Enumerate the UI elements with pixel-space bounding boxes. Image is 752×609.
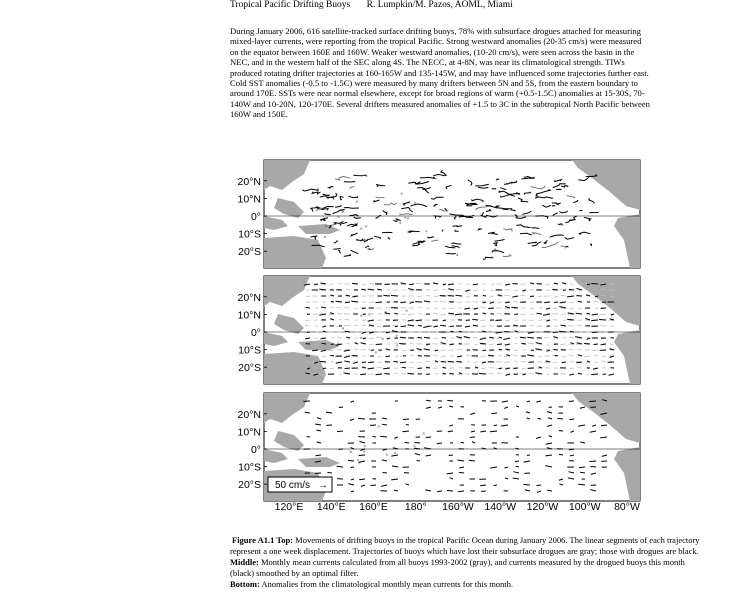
current-vector xyxy=(391,295,398,296)
current-vector xyxy=(587,313,590,314)
current-vector xyxy=(359,479,365,480)
island xyxy=(331,462,333,464)
lon-label: 160°E xyxy=(359,501,388,513)
current-vector xyxy=(376,344,382,345)
current-vector xyxy=(407,373,414,374)
island xyxy=(350,451,352,453)
current-vector xyxy=(489,337,494,338)
drifter-trajectory xyxy=(446,253,456,254)
current-vector xyxy=(569,419,574,420)
island xyxy=(386,454,388,456)
current-vector xyxy=(415,442,421,443)
island xyxy=(407,217,409,219)
island xyxy=(404,217,406,219)
body-paragraph: During January 2006, 616 satellite-tracked surface drifting buoys, 78% with subsurface drogues attached for measuring mixed-layer currents, were reporting from the tropical Pacific. Strong westward anomalies (20-35 cm/s) were measured on the equator between 160E and 160W. Weaker westward anomalies, (10-20 cm/s), were seen across the basin in the NEC, and in the western half of the SEC along 4S. The NECC, at 4-8N, was near its climatological strength. TIWs produced rotating drifter trajectories at 160-165W and 135-145W, and may have influenced some trajectories further east. Cold SST anomalies (-0.5 to -1.5C) were measured by many drifters between 5N and 5S, from the eastern boundary to around 170E. SSTs were near normal elsewhere, except for broad regions of warm (+0.5-1.5C) anomalies at 15-30S, 70-140W and 10-20N, 120-170E. Several drifters measured anomalies of +1.5 to 3C in the subtropical North Pacific between 160W and 150E. xyxy=(230,26,650,120)
island xyxy=(423,432,425,434)
lat-label: 10°S xyxy=(238,461,261,474)
island xyxy=(360,315,362,317)
current-vector xyxy=(416,320,422,321)
caption-bottom-lead: Bottom: xyxy=(230,579,260,589)
drifter-trajectory xyxy=(453,226,463,227)
current-vector xyxy=(447,400,453,401)
current-vector xyxy=(458,491,464,492)
lat-label: 0° xyxy=(250,444,261,456)
current-vector xyxy=(459,472,464,473)
current-vector xyxy=(523,484,530,485)
caption-top xyxy=(230,535,710,556)
lat-label: 20°N xyxy=(237,291,261,304)
legend-label: 50 cm/s xyxy=(275,480,311,491)
current-vector xyxy=(555,355,558,356)
lon-label: 160°W xyxy=(442,501,474,513)
current-vector xyxy=(395,326,398,327)
current-vector xyxy=(449,373,454,374)
current-vector xyxy=(306,307,310,308)
climatology-vector xyxy=(306,349,310,350)
current-vector xyxy=(557,418,563,419)
lon-label: 100°W xyxy=(568,501,601,513)
map-panel xyxy=(238,160,640,268)
current-vector xyxy=(483,295,486,296)
island xyxy=(378,425,380,427)
lat-label: 0° xyxy=(250,211,261,223)
climatology-vector xyxy=(497,373,502,374)
current-vector xyxy=(559,454,563,455)
current-vector xyxy=(437,443,442,444)
climatology-vector xyxy=(563,320,566,321)
island xyxy=(394,452,396,454)
climatology-vector xyxy=(601,295,606,296)
climatology-vector xyxy=(402,314,406,315)
current-vector xyxy=(469,460,475,461)
lon-label: 120°W xyxy=(526,501,559,513)
current-vector xyxy=(440,325,446,326)
island xyxy=(356,201,358,203)
island xyxy=(413,445,415,447)
current-vector xyxy=(587,284,590,285)
current-vector xyxy=(424,337,430,338)
caption-top-lead: Figure A1.1 Top: xyxy=(232,535,294,545)
drifter-trajectory xyxy=(516,192,517,194)
current-vector xyxy=(359,455,365,456)
caption-bottom xyxy=(230,579,710,590)
island xyxy=(399,213,401,215)
island xyxy=(375,351,377,353)
caption-bottom-text: Anomalies from the climatological monthly mean currents for this month. xyxy=(259,579,514,589)
island xyxy=(364,445,366,447)
lat-label: 10°N xyxy=(237,426,261,439)
current-vector xyxy=(382,424,387,425)
current-vector xyxy=(513,283,518,284)
climatology-vector xyxy=(490,290,494,291)
current-vector xyxy=(494,485,497,486)
header-author: R. Lumpkin/M. Pazos, AOML, Miami xyxy=(366,0,513,10)
current-vector xyxy=(567,319,574,320)
island xyxy=(365,225,367,227)
current-vector xyxy=(578,301,582,302)
current-vector xyxy=(562,362,566,363)
current-vector xyxy=(456,295,462,296)
island xyxy=(357,459,359,461)
current-vector xyxy=(584,343,590,344)
current-vector xyxy=(337,431,343,432)
current-vector xyxy=(442,337,446,338)
current-vector xyxy=(344,368,350,369)
current-vector xyxy=(327,472,332,473)
current-vector xyxy=(362,308,366,309)
current-vector xyxy=(589,401,596,402)
lat-label: 20°N xyxy=(237,175,261,188)
drifter-trajectory xyxy=(344,208,359,209)
island xyxy=(396,335,398,337)
climatology-vector xyxy=(530,314,534,315)
current-vector xyxy=(352,283,358,284)
current-vector xyxy=(480,485,486,486)
current-vector xyxy=(385,356,390,357)
lat-label: 0° xyxy=(250,327,261,339)
current-vector xyxy=(451,331,454,332)
current-vector xyxy=(418,325,422,326)
climatology-vector xyxy=(489,373,494,374)
lat-label: 20°S xyxy=(238,246,261,259)
current-vector xyxy=(514,314,518,315)
island xyxy=(324,236,326,238)
lat-label: 20°N xyxy=(237,408,261,421)
current-vector xyxy=(494,425,497,426)
current-vector xyxy=(579,467,585,468)
island xyxy=(406,310,408,312)
lon-label: 120°E xyxy=(274,501,304,513)
climatology-vector xyxy=(569,355,574,356)
island xyxy=(399,222,401,224)
current-vector xyxy=(305,412,310,413)
climatology-vector xyxy=(561,295,566,296)
climatology-vector xyxy=(305,325,310,326)
climatology-vector xyxy=(315,367,318,368)
climatology-vector xyxy=(522,331,526,332)
current-vector xyxy=(319,361,326,362)
island xyxy=(396,345,398,347)
current-vector xyxy=(553,349,558,350)
island xyxy=(360,337,362,339)
lat-label: 10°S xyxy=(238,228,261,241)
lon-label: 140°E xyxy=(316,501,346,513)
current-vector xyxy=(348,460,354,461)
current-vector xyxy=(531,350,534,351)
current-vector xyxy=(322,343,326,344)
current-vector xyxy=(537,418,541,419)
current-vector xyxy=(360,374,366,375)
island xyxy=(430,325,432,327)
land-mass xyxy=(264,236,326,268)
climatology-vector xyxy=(314,356,318,357)
figure-caption xyxy=(230,535,710,591)
drifter-trajectory xyxy=(580,210,583,211)
current-vector xyxy=(569,289,574,290)
lat-label: 20°S xyxy=(238,479,261,492)
current-vector xyxy=(536,485,541,486)
climatology-vector xyxy=(370,283,374,284)
current-vector xyxy=(410,350,414,351)
current-vector xyxy=(537,313,542,314)
current-vector xyxy=(372,436,376,437)
current-vector xyxy=(592,332,598,333)
current-vector xyxy=(394,313,398,314)
lat-label: 20°S xyxy=(238,362,261,375)
current-vector xyxy=(448,284,454,285)
header-title: Tropical Pacific Drifting Buoys xyxy=(230,0,351,10)
island xyxy=(425,230,427,232)
map-panel xyxy=(238,276,640,384)
climatology-vector xyxy=(578,367,582,368)
current-vector xyxy=(515,461,519,462)
current-vector xyxy=(488,308,494,309)
current-vector xyxy=(376,302,382,303)
lon-label: 80°W xyxy=(614,501,640,513)
current-vector xyxy=(400,302,406,303)
current-vector xyxy=(499,349,502,350)
legend-arrow: → xyxy=(318,480,328,491)
climatology-vector xyxy=(347,343,350,344)
current-vector xyxy=(426,437,431,438)
current-vector xyxy=(401,326,406,327)
climatology-vector xyxy=(579,332,582,333)
drifter-trajectory xyxy=(552,206,555,207)
current-vector xyxy=(404,442,409,443)
current-vector xyxy=(490,431,497,432)
current-vector xyxy=(315,455,321,456)
current-vector xyxy=(570,331,574,332)
island xyxy=(342,327,344,329)
current-vector xyxy=(591,320,598,321)
current-vector xyxy=(601,425,607,426)
current-vector xyxy=(437,491,442,492)
current-vector xyxy=(450,326,454,327)
current-vector xyxy=(393,361,398,362)
climatology-vector xyxy=(457,302,462,303)
caption-middle-lead: Middle: xyxy=(230,557,259,567)
current-vector xyxy=(527,337,534,338)
climatology-vector xyxy=(433,338,438,339)
current-vector xyxy=(591,374,598,375)
current-vector xyxy=(449,455,453,456)
current-vector xyxy=(521,343,526,344)
lat-label: 10°N xyxy=(237,309,261,322)
current-vector xyxy=(514,374,518,375)
climatology-vector xyxy=(329,284,334,285)
lon-label: 140°W xyxy=(484,501,517,513)
current-vector xyxy=(368,362,374,363)
current-vector xyxy=(330,355,334,356)
current-vector xyxy=(384,373,390,374)
caption-middle xyxy=(230,557,710,578)
current-vector xyxy=(443,367,446,368)
current-vector xyxy=(403,419,409,420)
lon-label: 180° xyxy=(404,501,427,513)
island xyxy=(360,228,362,230)
lat-label: 10°S xyxy=(238,344,261,357)
island xyxy=(363,451,365,453)
current-vector xyxy=(417,460,420,461)
current-vector xyxy=(383,295,390,296)
current-vector xyxy=(370,485,376,486)
island xyxy=(401,193,403,195)
caption-middle-text: Monthly mean currents calculated from all buoys 1993-2002 (gray), and currents measured by the drogued buoys this month (black) smoothed by an optimal filter. xyxy=(230,557,685,578)
speed-legend xyxy=(268,477,332,492)
climatology-vector xyxy=(601,289,606,290)
current-vector xyxy=(590,466,596,467)
current-vector xyxy=(599,319,606,320)
lat-label: 10°N xyxy=(237,193,261,206)
caption-top-text: Movements of drifting buoys in the tropical Pacific Ocean during January 2006. The linear segments of each trajectory represent a one week displacement. Trajectories of buoys which have lost their subsurface drogues are gray; those with drogues are black. xyxy=(230,535,700,556)
island xyxy=(414,202,416,204)
